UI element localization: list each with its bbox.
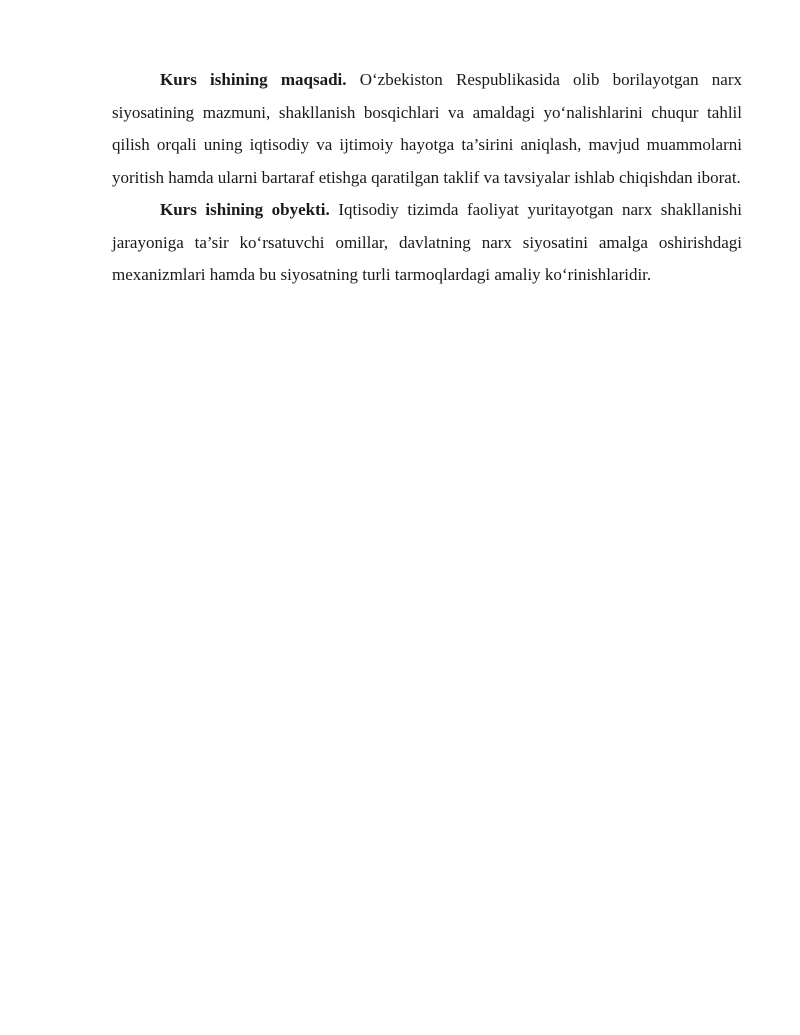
paragraph-heading-goal: Kurs ishining maqsadi.	[160, 70, 347, 89]
paragraph-text-goal: O‘zbekiston Respublikasida olib borilayotgan narx siyosatining mazmuni, shakllanish bosqichlari va amaldagi yo‘nalishlarini chuqur tahlil qilish orqali uning iqtisodiy va ijtimoiy hayotga ta’sirini aniqlash, mavjud muammolarni yoritish hamda ularni bartaraf etishga qaratilgan taklif va tavsiyalar ishlab chiqishdan iborat.	[112, 70, 742, 187]
paragraph-goal	[112, 64, 742, 194]
paragraph-object	[112, 194, 742, 292]
document-body	[112, 64, 742, 292]
paragraph-text-object: Iqtisodiy tizimda faoliyat yuritayotgan narx shakllanishi jarayoniga ta’sir ko‘rsatuvchi omillar, davlatning narx siyosatini amalga oshirishdagi mexanizmlari hamda bu siyosatning turli tarmoqlardagi amaliy ko‘rinishlaridir.	[112, 200, 742, 284]
paragraph-heading-object: Kurs ishining obyekti.	[160, 200, 330, 219]
